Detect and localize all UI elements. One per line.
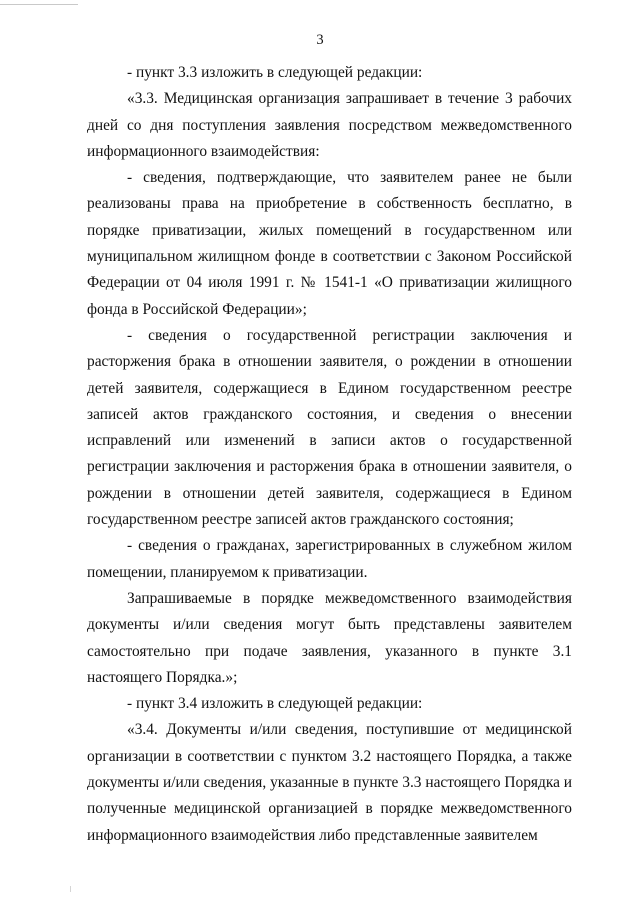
scan-footer-mark bbox=[70, 886, 71, 892]
paragraph-registered-citizens-info: - сведения о гражданах, зарегистрированных в служебном жилом помещении, планируемом к приватизации. bbox=[87, 537, 572, 581]
paragraph-clause-3-4: «3.4. Документы и/или сведения, поступившие от медицинской организации в соответствии с пунктом 3.2 настоящего Порядка, а также документы и/или сведения, указанные в пункте 3.3 настоящего Порядка и полученные медицинской организацией в порядке межведомственного информационного взаимодействия либо представленные заявителем bbox=[87, 721, 572, 844]
document-body bbox=[87, 60, 572, 849]
paragraph-requested-documents: Запрашиваемые в порядке межведомственного взаимодействия документы и/или сведения могут быть представлены заявителем самостоятельно при подаче заявления, указанного в пункте 3.1 настоящего Порядка.»; bbox=[87, 589, 572, 686]
scan-corner-line bbox=[0, 4, 78, 5]
paragraph-item-3-3-heading: - пункт 3.3 изложить в следующей редакции: bbox=[127, 64, 423, 81]
paragraph-item-3-4-heading: - пункт 3.4 изложить в следующей редакции: bbox=[127, 695, 423, 713]
paragraph-clause-3-3: «3.3. Медицинская организация запрашивает в течение 3 рабочих дней со дня поступления заявления посредством межведомственного информационного взаимодействия: bbox=[87, 90, 572, 160]
paragraph-privatization-info: - сведения, подтверждающие, что заявителем ранее не были реализованы права на приобретение в собственность бесплатно, в порядке приватизации, жилых помещений в государственном или муниципальном жилищном фонде в соответствии с Законом Российской Федерации от 04 июля 1991 г. № 1541-1 «О приватизации жилищного фонда в Российской Федерации»; bbox=[87, 169, 572, 318]
page-number: 3 bbox=[316, 32, 324, 48]
paragraph-marriage-registration-info: - сведения о государственной регистрации заключения и расторжения брака в отношении заявителя, о рождении в отношении детей заявителя, содержащиеся в Едином государственном реестре записей актов гражданского состояния, и сведения о внесении исправлений или изменений в записи актов о государственной регистрации заключения и расторжения брака в отношении заявителя, о рождении в отношении детей заявителя, содержащиеся в Едином государственном реестре записей актов гражданского состояния; bbox=[87, 326, 572, 529]
